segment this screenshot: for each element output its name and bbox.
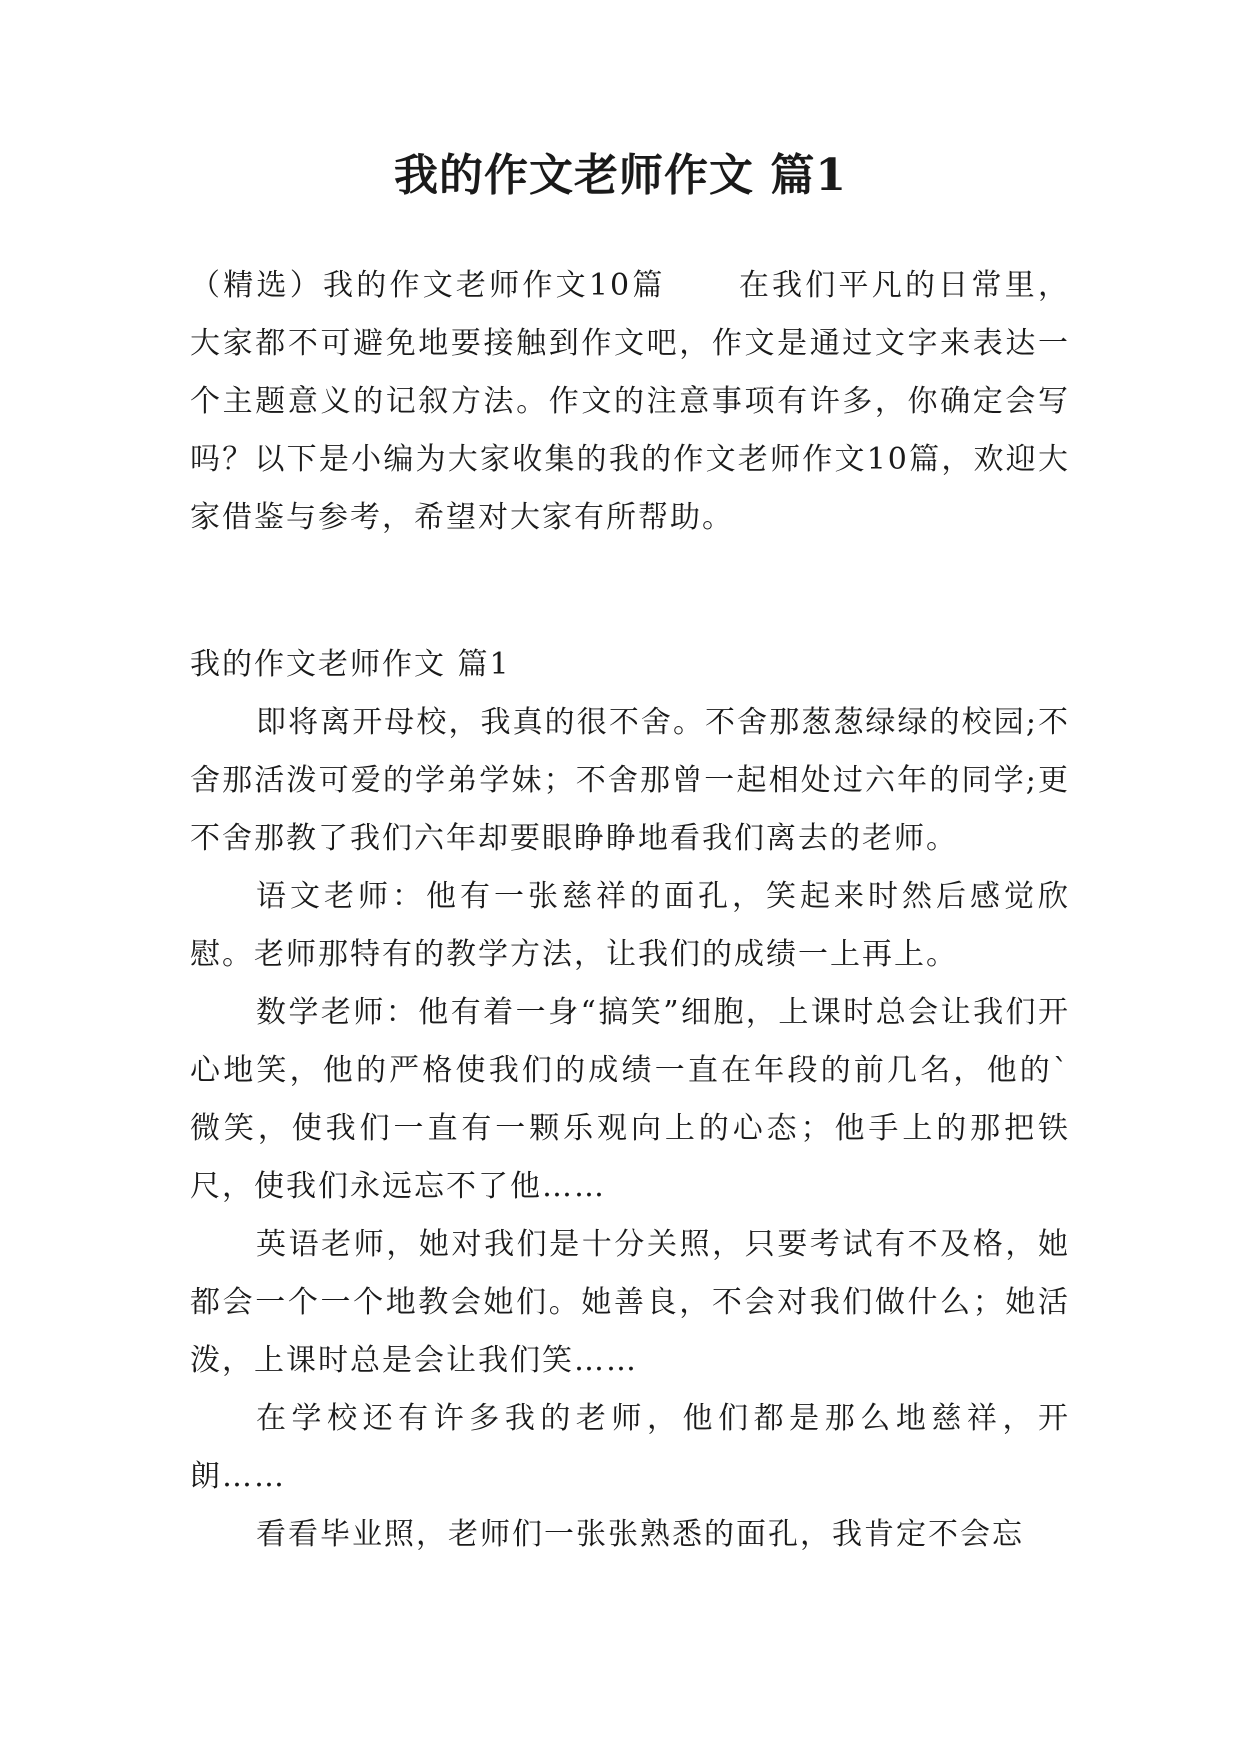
intro-paragraph <box>190 257 1070 547</box>
intro-text: 在我们平凡的日常里，大家都不可避免地要接触到作文吧，作文是通过文字来表达一个主题意义的记叙方法。作文的注意事项有许多，你确定会写吗？以下是小编为大家收集的我的作文老师作文10篇，欢迎大家借鉴与参考，希望对大家有所帮助。 <box>190 268 1070 535</box>
article-paragraph: 在学校还有许多我的老师，他们都是那么地慈祥，开朗…… <box>190 1401 1070 1494</box>
section-title: 我的作文老师作文 篇1 <box>190 647 511 682</box>
article-paragraph: 英语老师，她对我们是十分关照，只要考试有不及格，她都会一个一个地教会她们。她善良，不会对我们做什么；她活泼，上课时总是会让我们笑…… <box>190 1227 1070 1378</box>
document-title: 我的作文老师作文 篇1 <box>394 150 847 201</box>
article-paragraph: 语文老师：他有一张慈祥的面孔，笑起来时然后感觉欣慰。老师那特有的教学方法，让我们的成绩一上再上。 <box>190 879 1070 972</box>
article-block <box>190 636 1070 1564</box>
article-paragraph: 即将离开母校，我真的很不舍。不舍那葱葱绿绿的校园;不舍那活泼可爱的学弟学妹；不舍那曾一起相处过六年的同学;更不舍那教了我们六年却要眼睁睁地看我们离去的老师。 <box>190 705 1070 856</box>
intro-lead: （精选）我的作文老师作文10篇 <box>190 268 666 303</box>
intro-block <box>190 257 1070 547</box>
article-paragraph: 数学老师：他有着一身“搞笑”细胞，上课时总会让我们开心地笑，他的严格使我们的成绩一直在年段的前几名，他的`微笑，使我们一直有一颗乐观向上的心态；他手上的那把铁尺，使我们永远忘不了他…… <box>190 995 1070 1204</box>
article-paragraph: 看看毕业照，老师们一张张熟悉的面孔，我肯定不会忘 <box>256 1517 1024 1552</box>
